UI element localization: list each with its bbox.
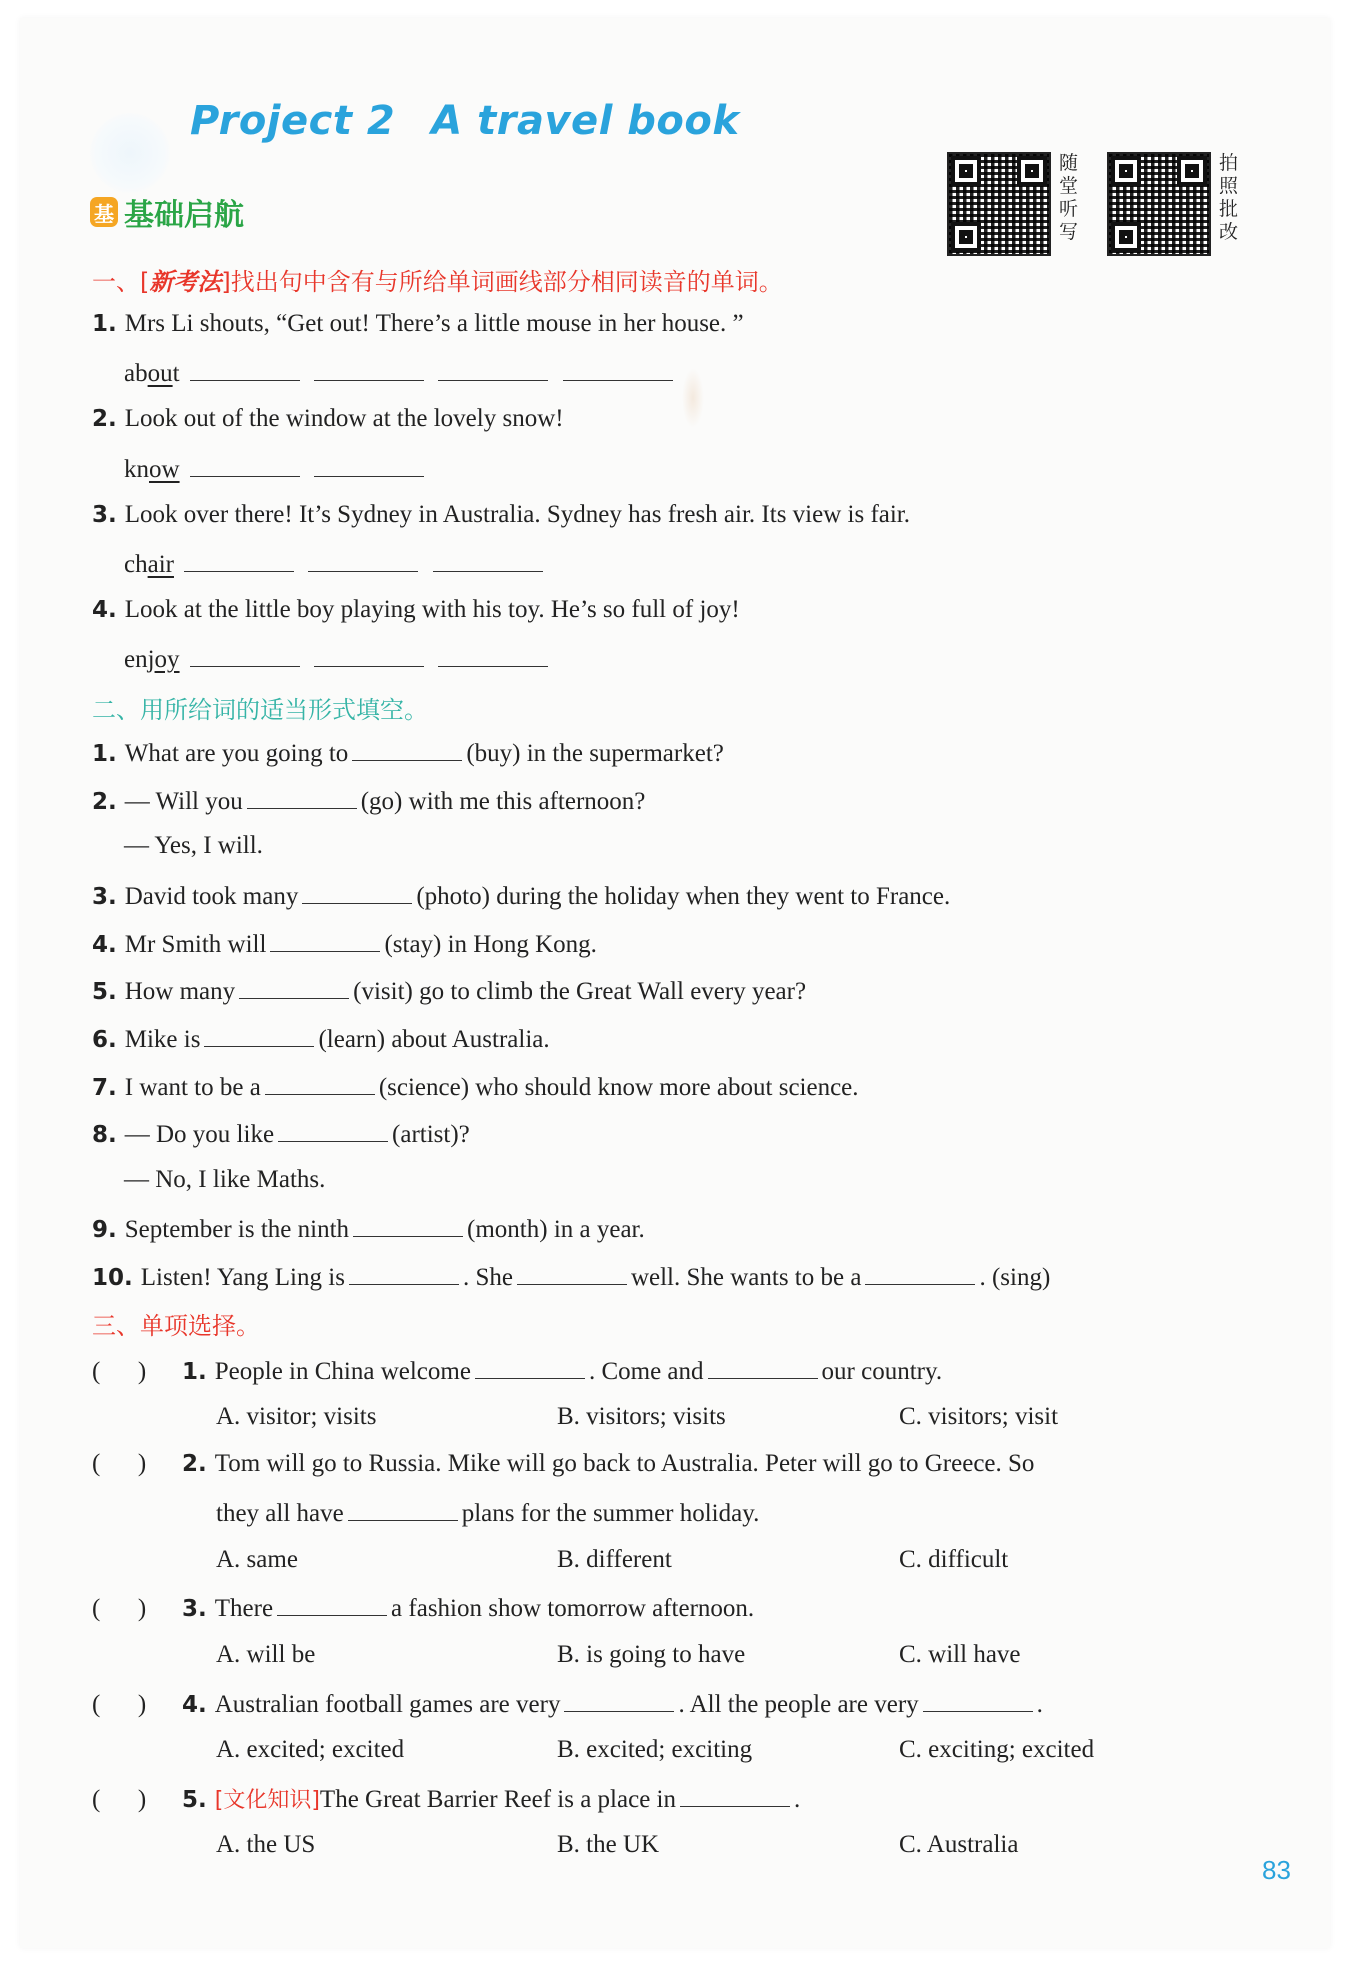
part1-q3-answer: chair (124, 549, 547, 577)
part2-q7: 7. I want to be a (science) who should know more about science. (92, 1074, 859, 1101)
answer-blank (348, 1498, 458, 1521)
qr-photo-check[interactable] (1107, 152, 1239, 256)
qr-code-icon[interactable] (1107, 152, 1211, 256)
part1-q3: 3. Look over there! It’s Sydney in Australia. Sydney has fresh air. Its view is fair. (92, 501, 911, 528)
answer-blank[interactable] (352, 738, 462, 761)
answer-blank[interactable] (184, 549, 294, 572)
new-test-tag: 新考法 (149, 267, 222, 296)
qr-code-icon[interactable] (947, 152, 1051, 256)
option-a[interactable]: A. will be (216, 1641, 316, 1668)
option-a[interactable]: A. the US (216, 1831, 316, 1858)
answer-blank[interactable] (563, 358, 673, 381)
answer-blank[interactable] (247, 786, 357, 809)
answer-blank (277, 1593, 387, 1616)
option-b[interactable]: B. the UK (557, 1831, 660, 1858)
answer-blank[interactable] (353, 1214, 463, 1237)
answer-blank[interactable] (239, 976, 349, 999)
answer-blank[interactable] (308, 549, 418, 572)
answer-bracket[interactable]: ( ) (92, 1786, 147, 1813)
answer-blank[interactable] (204, 1024, 314, 1047)
part2-q4: 4. Mr Smith will (stay) in Hong Kong. (92, 931, 597, 958)
part1-q2: 2. Look out of the window at the lovely snow! (92, 405, 564, 432)
part2-q1: 1. What are you going to (buy) in the supermarket? (92, 740, 724, 767)
part1-header: 一、[新考法]找出句中含有与所给单词画线部分相同读音的单词。 (92, 267, 783, 296)
answer-blank[interactable] (314, 454, 424, 477)
title-topic: A travel book (431, 98, 740, 144)
option-b[interactable]: B. different (557, 1546, 672, 1573)
page-number: 83 (1262, 1855, 1291, 1885)
part3-q4: ( ) 4. Australian football games are very . All the people are very . (92, 1691, 1043, 1718)
part1-q1: 1. Mrs Li shouts, “Get out! There’s a little mouse in her house. ” (92, 310, 744, 337)
answer-blank (708, 1356, 818, 1379)
option-a[interactable]: A. excited; excited (216, 1736, 405, 1763)
part2-q10: 10. Listen! Yang Ling is . She well. She wants to be a . (sing) (92, 1264, 1051, 1291)
option-c[interactable]: C. Australia (899, 1831, 1019, 1858)
answer-blank[interactable] (278, 1119, 388, 1142)
hand-icon: 基 (90, 197, 118, 227)
answer-blank[interactable] (349, 1262, 459, 1285)
part2-header: 二、用所给词的适当形式填空。 (92, 696, 428, 724)
answer-blank[interactable] (438, 644, 548, 667)
qr-label: 随堂听写 (1059, 152, 1079, 243)
faint-logo (90, 113, 170, 193)
answer-blank[interactable] (438, 358, 548, 381)
answer-blank (475, 1356, 585, 1379)
answer-blank[interactable] (270, 929, 380, 952)
option-c[interactable]: C. will have (899, 1641, 1021, 1668)
part2-q3: 3. David took many (photo) during the holiday when they went to France. (92, 883, 951, 910)
answer-blank[interactable] (265, 1072, 375, 1095)
answer-blank (564, 1689, 674, 1712)
title-project: Project 2 (190, 98, 396, 144)
answer-blank[interactable] (865, 1262, 975, 1285)
answer-blank[interactable] (314, 358, 424, 381)
answer-bracket[interactable]: ( ) (92, 1595, 147, 1622)
paper-stain (682, 368, 704, 428)
answer-blank[interactable] (314, 644, 424, 667)
part2-q8: 8. — Do you like (artist)? (92, 1121, 470, 1148)
option-a[interactable]: A. visitor; visits (216, 1403, 377, 1430)
part1-q4: 4. Look at the little boy playing with his toy. He’s so full of joy! (92, 596, 740, 623)
answer-blank[interactable] (190, 358, 300, 381)
part3-q2-cont: they all have plans for the summer holiday. (216, 1500, 760, 1527)
part2-q5: 5. How many (visit) go to climb the Great Wall every year? (92, 978, 807, 1005)
part1-q2-answer: know (124, 454, 428, 482)
option-c[interactable]: C. visitors; visit (899, 1403, 1059, 1430)
answer-blank[interactable] (190, 454, 300, 477)
option-c[interactable]: C. difficult (899, 1546, 1009, 1573)
section-badge (90, 190, 244, 234)
answer-blank[interactable] (433, 549, 543, 572)
option-b[interactable]: B. excited; exciting (557, 1736, 753, 1763)
part1-q4-answer: enjoy (124, 644, 552, 672)
part2-q9: 9. September is the ninth (month) in a year. (92, 1216, 645, 1243)
option-b[interactable]: B. is going to have (557, 1641, 746, 1668)
part1-q1-answer: about (124, 358, 677, 386)
part3-q2: ( ) 2. Tom will go to Russia. Mike will go back to Australia. Peter will go to Greece. So (92, 1450, 1035, 1477)
part2-q8-reply: — No, I like Maths. (124, 1166, 326, 1193)
part3-q1: ( ) 1. People in China welcome . Come and our country. (92, 1358, 943, 1385)
option-a[interactable]: A. same (216, 1546, 298, 1573)
page-title (190, 98, 740, 144)
answer-blank (680, 1784, 790, 1807)
part2-q2: 2. — Will you (go) with me this afternoon? (92, 788, 646, 815)
part2-q2-reply: — Yes, I will. (124, 832, 263, 859)
answer-blank[interactable] (517, 1262, 627, 1285)
section-title: 基础启航 (124, 198, 244, 233)
option-c[interactable]: C. exciting; excited (899, 1736, 1095, 1763)
answer-bracket[interactable]: ( ) (92, 1691, 147, 1718)
answer-blank (923, 1689, 1033, 1712)
part3-q3: ( ) 3. There a fashion show tomorrow afternoon. (92, 1595, 755, 1622)
answer-blank[interactable] (190, 644, 300, 667)
part3-header: 三、单项选择。 (92, 1312, 260, 1340)
part3-q5: ( ) 5. [文化知识]The Great Barrier Reef is a place in . (92, 1786, 801, 1813)
answer-blank[interactable] (302, 881, 412, 904)
qr-label: 拍照批改 (1219, 152, 1239, 243)
culture-tag: [文化知识] (214, 1788, 320, 1813)
answer-bracket[interactable]: ( ) (92, 1358, 147, 1385)
option-b[interactable]: B. visitors; visits (557, 1403, 726, 1430)
answer-bracket[interactable]: ( ) (92, 1450, 147, 1477)
qr-dictation[interactable] (947, 152, 1079, 256)
part2-q6: 6. Mike is (learn) about Australia. (92, 1026, 550, 1053)
